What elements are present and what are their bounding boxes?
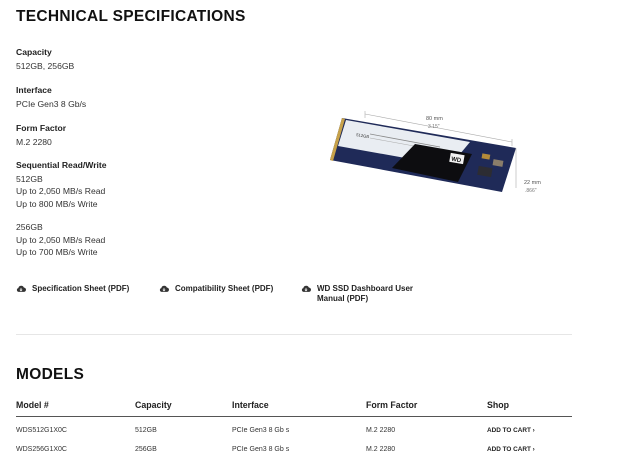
- col-model: Model #: [16, 396, 135, 417]
- wd-logo-text: WD: [450, 156, 462, 165]
- compatibility-sheet-link[interactable]: [159, 284, 273, 294]
- spec-seq-256-read: Up to 2,050 MB/s Read: [16, 234, 106, 245]
- row-model: WDS512G1X0C: [16, 427, 67, 434]
- col-shop: Shop: [487, 396, 572, 417]
- col-form-factor: Form Factor: [366, 396, 487, 417]
- add-to-cart-button[interactable]: ADD TO CART ›: [487, 445, 535, 453]
- spec-sequential-label: Sequential Read/Write: [16, 160, 107, 170]
- spec-capacity-value: 512GB, 256GB: [16, 60, 75, 71]
- spec-interface-label: Interface: [16, 85, 52, 95]
- spec-seq-512-write: Up to 800 MB/s Write: [16, 198, 98, 209]
- width-mm-label: 22 mm: [524, 180, 541, 186]
- table-row: [16, 417, 572, 436]
- spec-sheet-link[interactable]: [16, 284, 129, 294]
- spec-capacity-label: Capacity: [16, 47, 52, 57]
- cloud-download-icon: [301, 284, 311, 293]
- table-row: [16, 436, 572, 455]
- dashboard-manual-label: WD SSD Dashboard User Manual (PDF): [317, 284, 414, 303]
- spec-capacity: [16, 46, 74, 72]
- row-form-factor: M.2 2280: [366, 427, 396, 434]
- downloads-row: [16, 284, 476, 308]
- spec-seq-256-capacity: 256GB: [16, 222, 43, 232]
- row-interface: PCIe Gen3 8 Gb s: [232, 445, 290, 453]
- spec-interface: [16, 84, 86, 110]
- spec-form-factor-value: M.2 2280: [16, 136, 52, 147]
- spec-sequential-256: [16, 221, 105, 259]
- spec-sequential: [16, 159, 107, 210]
- width-in-label: .866": [525, 188, 537, 194]
- add-to-cart-button[interactable]: ADD TO CART ›: [487, 427, 535, 434]
- ssd-capacity-text: 512GB: [355, 132, 370, 140]
- spec-seq-256-write: Up to 700 MB/s Write: [16, 247, 98, 257]
- row-model: WDS256G1X0C: [16, 445, 67, 453]
- cloud-download-icon: [16, 284, 26, 293]
- col-interface: Interface: [232, 396, 366, 417]
- models-table: [16, 396, 572, 455]
- spec-seq-512-read: Up to 2,050 MB/s Read: [16, 186, 106, 196]
- spec-form-factor: [16, 122, 66, 148]
- ssd-drawing: [320, 104, 560, 204]
- length-mm-label: 80 mm: [426, 116, 443, 122]
- compatibility-sheet-label: Compatibility Sheet (PDF): [175, 284, 274, 293]
- spec-form-factor-label: Form Factor: [16, 123, 67, 133]
- cloud-download-icon: [159, 284, 169, 293]
- models-heading: MODELS: [16, 366, 85, 383]
- spec-interface-value: PCIe Gen3 8 Gb/s: [16, 98, 87, 109]
- col-capacity: Capacity: [135, 396, 232, 417]
- row-interface: PCIe Gen3 8 Gb s: [232, 427, 290, 434]
- row-capacity: 256GB: [135, 445, 157, 453]
- section-divider: [16, 334, 572, 335]
- length-in-label: 3.15": [428, 124, 440, 130]
- technical-specifications-heading: TECHNICAL SPECIFICATIONS: [16, 8, 246, 25]
- ssd-product-image: [320, 104, 560, 204]
- row-capacity: 512GB: [135, 427, 157, 434]
- models-table-header-row: [16, 396, 572, 417]
- spec-sheet-label: Specification Sheet (PDF): [32, 284, 130, 293]
- spec-seq-512-capacity: 512GB: [16, 173, 43, 184]
- dashboard-manual-link[interactable]: [301, 284, 421, 304]
- row-form-factor: M.2 2280: [366, 445, 396, 453]
